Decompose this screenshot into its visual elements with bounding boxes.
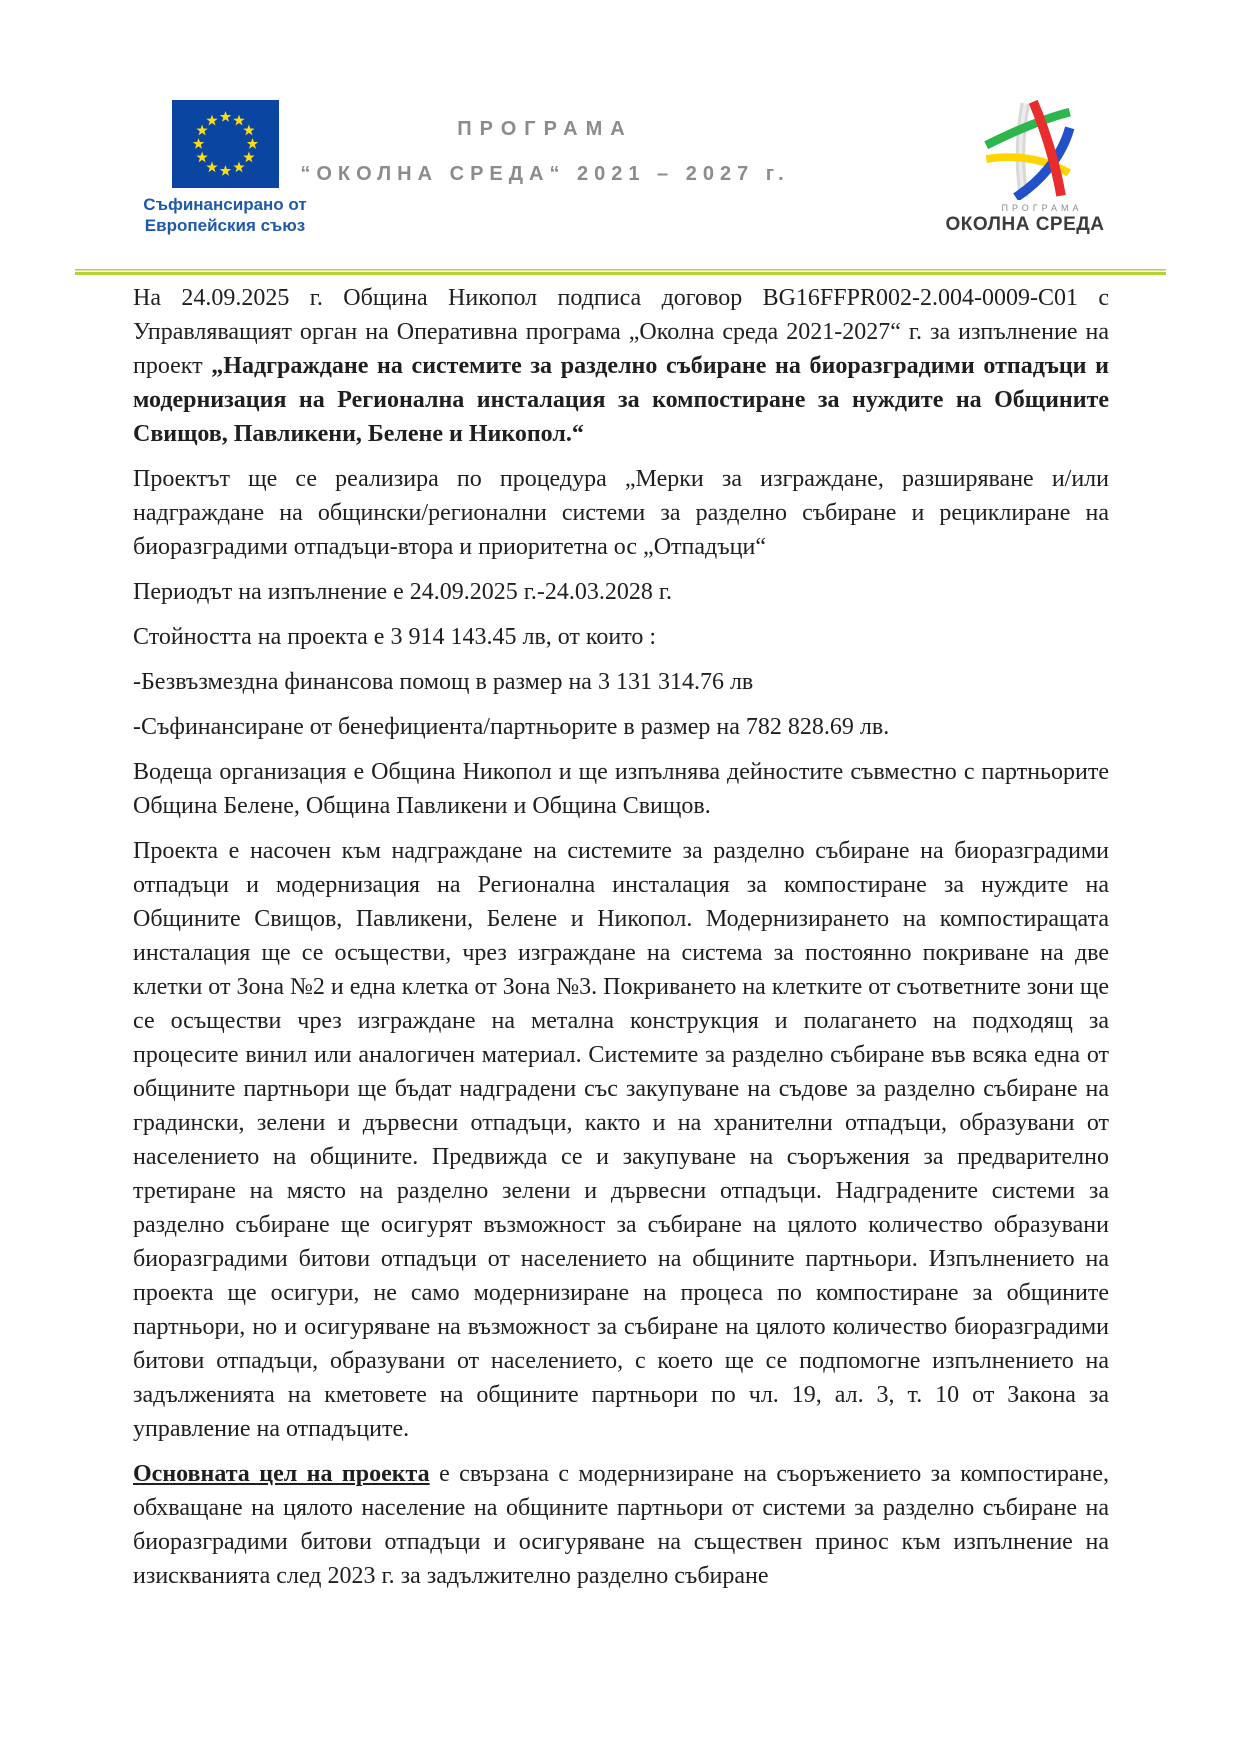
paragraph-cofinancing: -Съфинансиране от бенефициента/партньорите в размер на 782 828.69 лв. [133, 714, 890, 740]
document-body [133, 281, 1109, 1604]
eu-caption [120, 194, 330, 236]
program-title [240, 118, 850, 186]
paragraph-intro [133, 281, 1109, 451]
paragraph-value: Стойността на проекта е 3 914 143.45 лв, от които : [133, 624, 657, 650]
divider-line [75, 269, 1166, 275]
paragraph-grant: -Безвъзмездна финансова помощ в размер на 3 131 314.76 лв [133, 669, 754, 695]
program-title-line2: “ОКОЛНА СРЕДА“ 2021 – 2027 г. [300, 163, 790, 185]
paragraph-procedure: Проектът ще се реализира по процедура „Мерки за изграждане, разширяване и/или надграждане на общински/регионални системи за разделно събиране и рециклиране на биоразградими отпадъци-втора и приоритетна ос „Отпадъци“ [133, 466, 1109, 560]
main-goal-lead: Основната цел на проекта [133, 1461, 430, 1487]
paragraph-description: Проекта е насочен към надграждане на системите за разделно събиране на биоразградими отпадъци и модернизация на Регионална инсталация за компостиране за нуждите на Общините Свищов, Павликени, Белене и Никопол. Модернизирането на компостиращата инсталация ще се осъществи, чрез изграждане на система за постоянно покриване на две клетки от Зона №2 и една клетка от Зона №3. Покриването на клетките от съответните зони ще се осъществи чрез изграждане на метална конструкция и полагането на подходящ за процесите винил или аналогичен материал. Системите за разделно събиране във всяка една от общините партньори ще бъдат надградени със закупуване на съдове за разделно събиране на градински, зелени и дървесни отпадъци, както и на хранителни отпадъци, образувани от населението на общините. Предвижда се и закупуване на съоръжения за предварително третиране на място на разделно зелени и дървесни отпадъци. Надградените системи за разделно събиране ще осигурят възможност за събиране на цялото количество образувани биоразградими битови отпадъци от населението на общините партньори. Изпълнението на проекта ще осигури, не само модернизиране на процеса по компостиране за общините партньори, но и осигуряване на възможност за събиране на цялото количество биоразградими битови отпадъци, образувани от населението, с което ще се подпомогне изпълнението на задълженията на кметовете на общините партньори по чл. 19, ал. 3, т. 10 от Закона за управление на отпадъците. [133, 838, 1109, 1442]
environment-program-logo [940, 100, 1110, 236]
ribbons-logo-icon [978, 100, 1078, 200]
paragraph-main-goal [133, 1457, 1109, 1593]
paragraph-period: Периодът на изпълнение е 24.09.2025 г.-24.03.2028 г. [133, 579, 673, 605]
environment-program-name: ОКОЛНА СРЕДА [945, 214, 1105, 235]
eu-caption-line1: Съфинансирано от [143, 195, 307, 214]
intro-text: На 24.09.2025 г. Община Никопол подписа договор BG16FFPR002-2.004-0009-C01 с Управляващият орган на Оперативна програма „Околна среда 2021-2027“ г. за изпълнение на проект [133, 285, 1109, 379]
program-title-line1: ПРОГРАМА [457, 118, 633, 140]
paragraph-lead-organization: Водеща организация е Община Никопол и ще изпълнява дейностите съвместно с партньорите Община Белене, Община Павликени и Община Свищов. [133, 759, 1109, 819]
project-title-bold: „Надграждане на системите за разделно събиране на биоразградими отпадъци и модернизация на Регионална инсталация за компостиране за нуждите на Общините Свищов, Павликени, Белене и Никопол.“ [133, 353, 1109, 447]
environment-program-label: ПРОГРАМА [1001, 203, 1083, 213]
main-goal-text: е свързана с модернизиране на съоръжението за компостиране, обхващане на цялото население на общините партньори от системи за разделно събиране на биоразградими битови отпадъци и осигуряване на съществен принос към изпълнение на изискванията след 2023 г. за задължително разделно събиране [133, 1461, 1109, 1589]
eu-caption-line2: Европейския съюз [144, 216, 306, 235]
